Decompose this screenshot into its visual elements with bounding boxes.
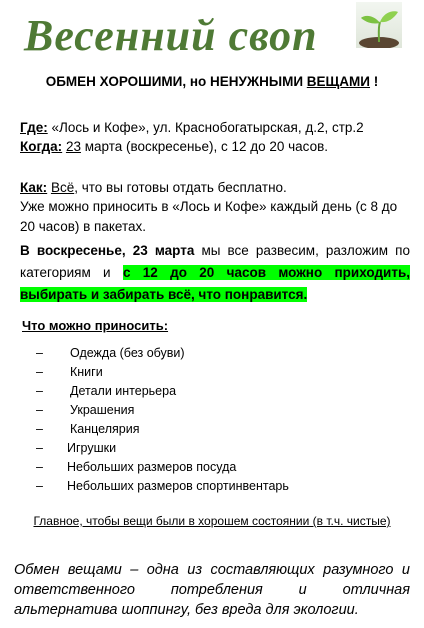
how-rest: , что вы готовы отдать бесплатно. — [74, 180, 287, 195]
footer-text: Обмен вещами – одна из составляющих разумного и ответственного потребления и отличная альтернатива шоппингу, без вреда для экологии. — [14, 562, 410, 618]
dash-icon: – — [36, 422, 43, 436]
dash-icon: – — [36, 479, 43, 493]
dash-icon: – — [36, 460, 43, 474]
section-title: Что можно приносить: — [22, 318, 169, 333]
how-line — [20, 178, 287, 198]
dash-icon: – — [36, 346, 43, 360]
item-text: Украшения — [70, 403, 135, 417]
item-text: Небольших размеров спортинвентарь — [67, 479, 289, 493]
when-rest: марта (воскресенье), с 12 до 20 часов. — [80, 139, 329, 154]
how-word: Всё — [50, 180, 75, 195]
dash-icon: – — [36, 365, 43, 379]
where-label: Где: — [20, 120, 48, 135]
subtitle-underlined: ВЕЩАМИ — [306, 74, 371, 89]
subtitle — [0, 74, 424, 89]
sunday-paragraph — [20, 240, 410, 306]
where-text: «Лось и Кофе», ул. Краснобогатырская, д.2, стр.2 — [47, 120, 364, 135]
item-text: Небольших размеров посуда — [67, 460, 237, 474]
sunday-bold: В воскресенье, 23 марта — [20, 243, 195, 258]
subtitle-end: ! — [370, 74, 379, 89]
how-label: Как: — [20, 180, 48, 195]
dash-icon: – — [36, 384, 43, 398]
where-line — [20, 118, 364, 138]
item-text: Игрушки — [67, 441, 117, 455]
when-label: Когда: — [20, 139, 63, 154]
sunday-text: мы все развесим, разложим по категориям и — [20, 243, 410, 280]
dash-icon: – — [36, 403, 43, 417]
item-text: Детали интерьера — [70, 384, 177, 398]
when-line — [20, 137, 328, 157]
item-text: Одежда (без обуви) — [70, 346, 185, 360]
item-text: Книги — [70, 365, 103, 379]
when-date: 23 — [65, 139, 81, 154]
sprout-icon — [356, 2, 402, 48]
subtitle-part1: ОБМЕН ХОРОШИМИ, но НЕНУЖНЫМИ — [45, 74, 307, 89]
dash-icon: – — [36, 441, 43, 455]
sunday-highlight: с 12 до 20 часов можно приходить, выбирать и забирать всё, что понравится. — [20, 265, 410, 302]
item-text: Канцелярия — [70, 422, 140, 436]
page-title: Весенний своп — [24, 11, 318, 60]
condition-note: Главное, чтобы вещи были в хорошем состоянии (в т.ч. чистые) — [33, 514, 391, 528]
bring-text: Уже можно приносить в «Лось и Кофе» каждый день (с 8 до 20 часов) в пакетах. — [20, 199, 398, 234]
